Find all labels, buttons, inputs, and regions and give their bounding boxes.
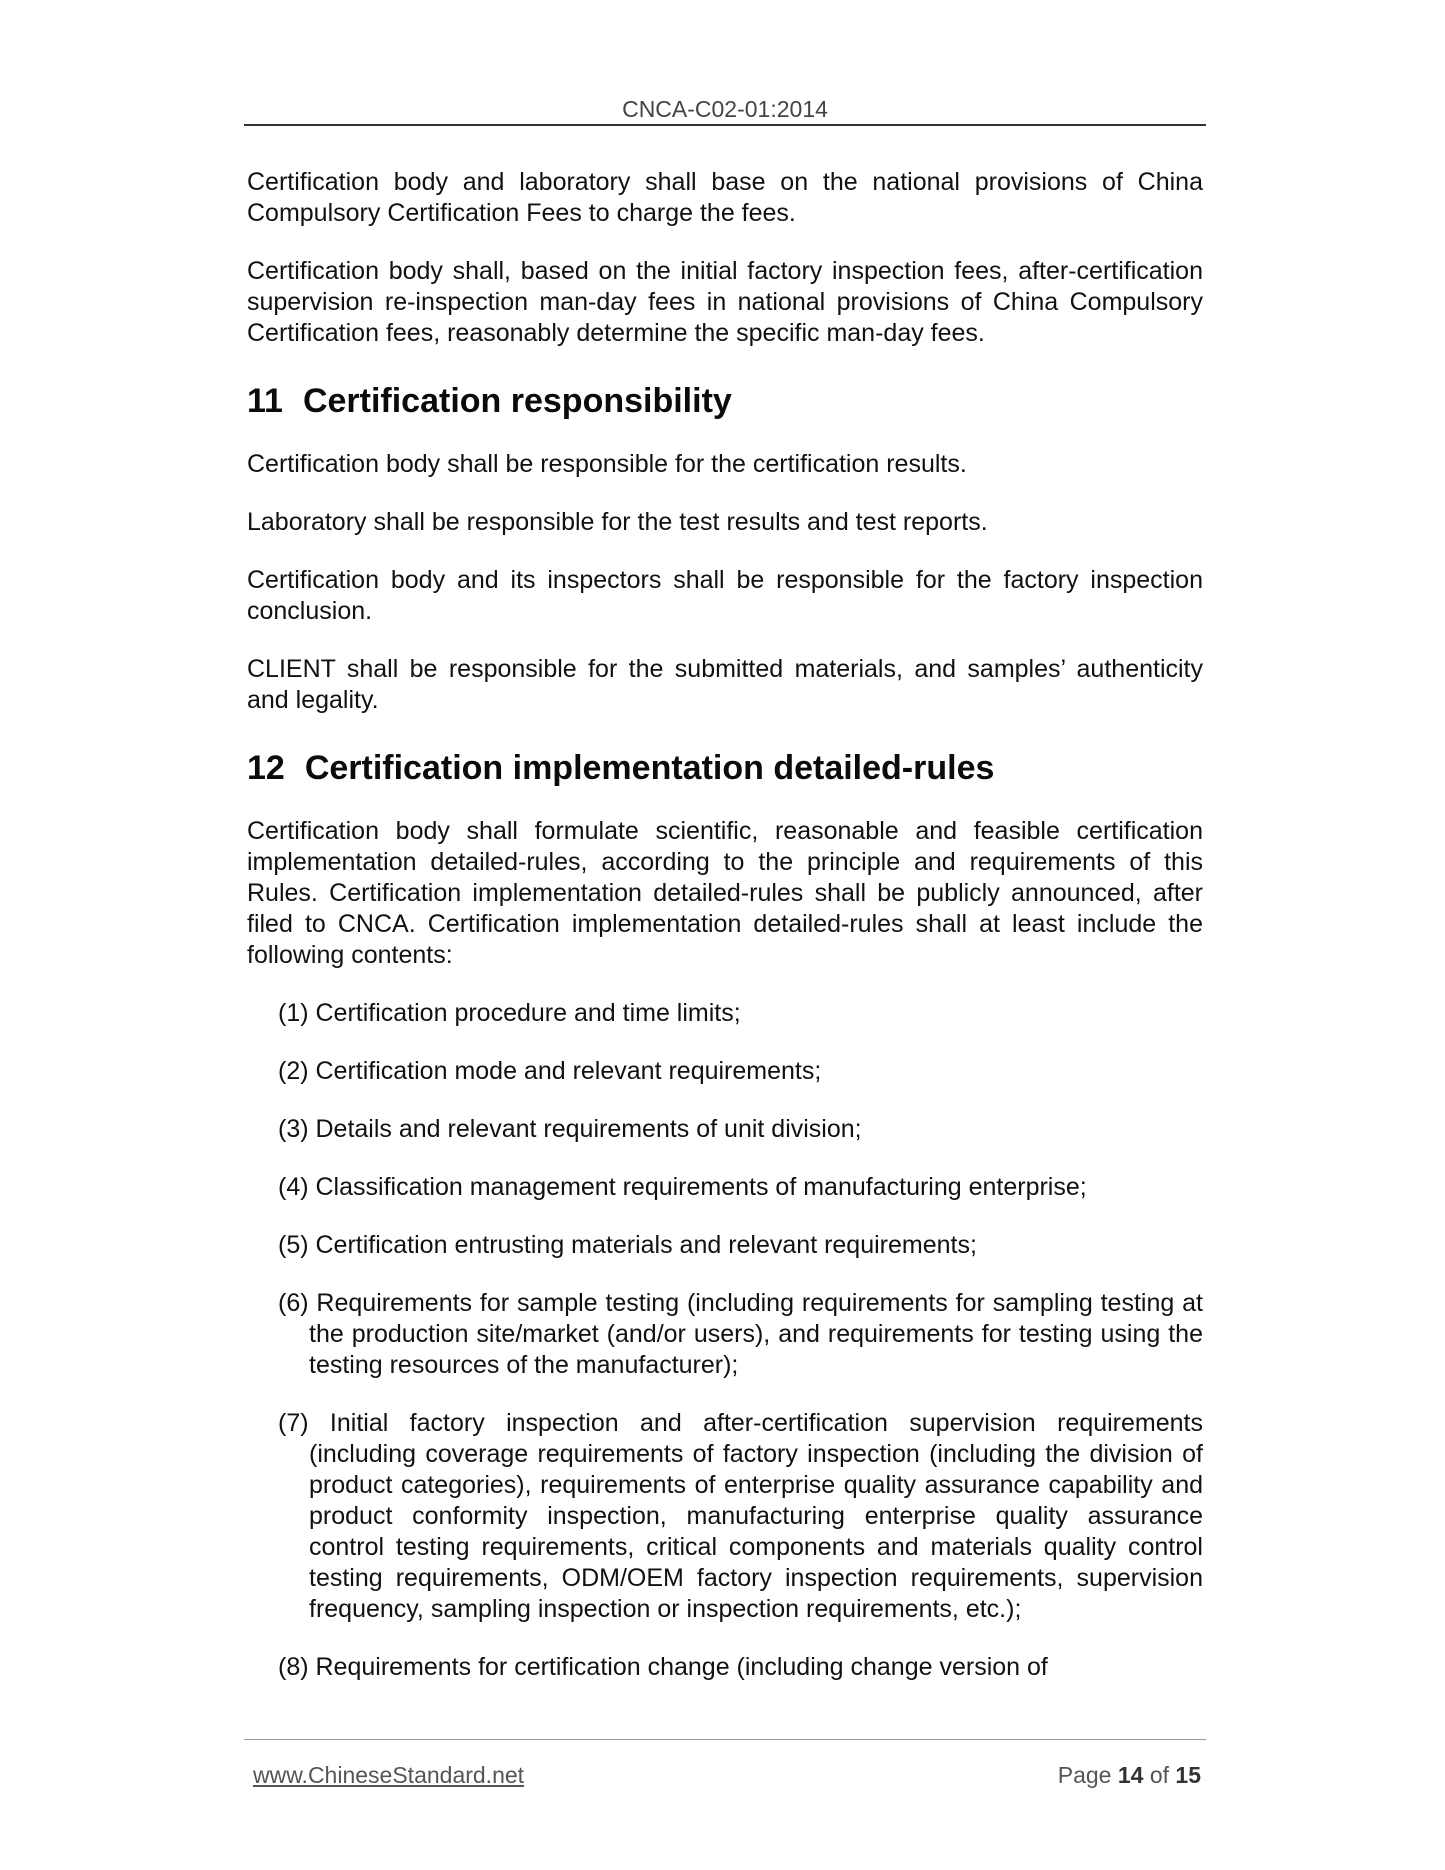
paragraph-man-day-fees: Certification body shall, based on the initial factory inspection fees, after-certification supervision re-inspection man-day fees in national provisions of China Compulsory Certification fees, reasonably determine the specific man-day fees. (247, 257, 1203, 347)
document-code-header: CNCA-C02-01:2014 (622, 96, 828, 122)
section-12-number: 12 (247, 749, 285, 787)
list-item: (6) Requirements for sample testing (including requirements for sampling testing at the production site/market (and/or users), and requirements for testing using the testing resources of the manufacturer); (278, 1289, 1203, 1379)
list-item: (1) Certification procedure and time limits; (278, 999, 741, 1027)
paragraph-fees-basis: Certification body and laboratory shall base on the national provisions of China Compulsory Certification Fees to charge the fees. (247, 168, 1203, 227)
paragraph-responsibility-laboratory: Laboratory shall be responsible for the test results and test reports. (247, 508, 988, 536)
page-word: Page (1057, 1762, 1112, 1788)
list-item: (5) Certification entrusting materials and relevant requirements; (278, 1231, 977, 1259)
section-12-heading (247, 747, 1203, 789)
current-page: 14 (1117, 1762, 1144, 1788)
total-pages: 15 (1175, 1762, 1201, 1788)
header-divider (244, 124, 1206, 126)
paragraph-responsibility-body: Certification body shall be responsible for the certification results. (247, 450, 967, 478)
list-item: (3) Details and relevant requirements of unit division; (278, 1115, 862, 1143)
section-11-number: 11 (247, 382, 283, 420)
paragraph-responsibility-inspectors: Certification body and its inspectors shall be responsible for the factory inspection conclusion. (247, 566, 1203, 625)
section-11-heading (247, 380, 1203, 422)
paragraph-detailed-rules-intro: Certification body shall formulate scientific, reasonable and feasible certification implementation detailed-rules, according to the principle and requirements of this Rules. Certification implementation detailed-rules shall be publicly announced, after filed to CNCA. Certification implementation detailed-rules shall at least include the following contents: (247, 817, 1203, 969)
of-word: of (1149, 1762, 1170, 1788)
footer-divider (244, 1739, 1206, 1740)
section-11-title: Certification responsibility (302, 382, 732, 420)
list-item: (4) Classification management requirements of manufacturing enterprise; (278, 1173, 1087, 1201)
list-item: (7) Initial factory inspection and after-certification supervision requirements (including coverage requirements of factory inspection (including the division of product categories), requirements of enterprise quality assurance capability and product conformity inspection, manufacturing enterprise quality assurance control testing requirements, critical components and materials quality control testing requirements, ODM/OEM factory inspection requirements, supervision frequency, sampling inspection or inspection requirements, etc.); (278, 1409, 1203, 1623)
website-link[interactable]: www.ChineseStandard.net (253, 1762, 525, 1788)
page-number (1058, 1760, 1201, 1790)
list-item: (2) Certification mode and relevant requirements; (278, 1057, 822, 1085)
page-content (247, 167, 1203, 1683)
paragraph-responsibility-client: CLIENT shall be responsible for the submitted materials, and samples’ authenticity and legality. (247, 655, 1203, 714)
section-12-title: Certification implementation detailed-rules (304, 749, 995, 787)
list-item: (8) Requirements for certification change (including change version of (278, 1653, 1048, 1681)
